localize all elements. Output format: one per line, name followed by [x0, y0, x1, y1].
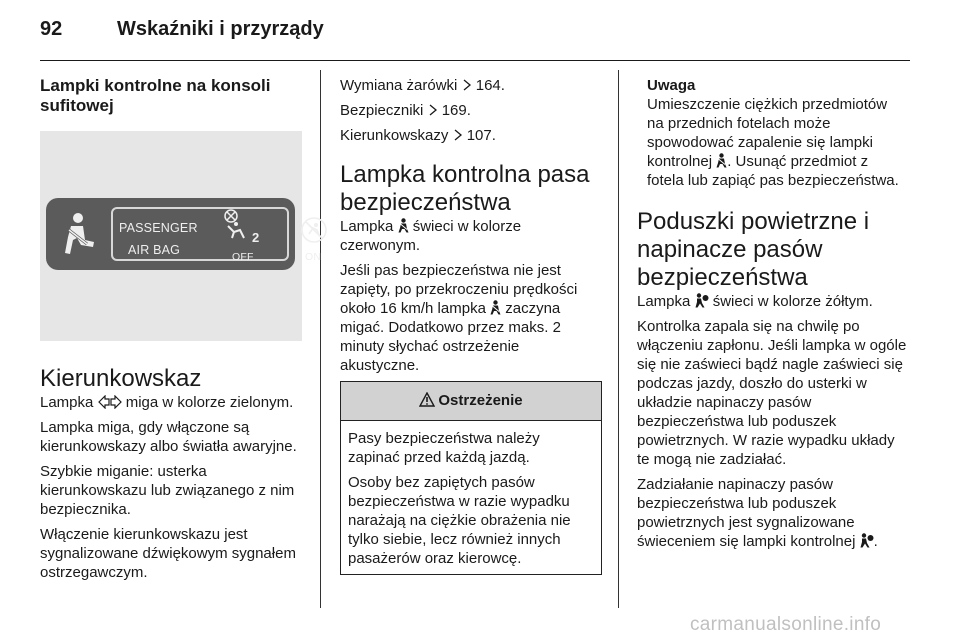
column-2 — [340, 70, 602, 575]
note-title: Uwaga — [647, 77, 696, 94]
warning-body — [341, 421, 601, 574]
passenger-airbag-panel — [46, 198, 322, 270]
turn-signal-paragraph-4: Włączenie kierunkowskazu jest sygnalizowane dźwiękowym sygnałem ostrzegawczym. — [40, 526, 296, 581]
on-label: ON — [305, 251, 322, 263]
section-heading-seatbelt-lamp: Lampka kontrolna pasa bezpieczeństwa — [340, 161, 590, 216]
seatbelt-reminder-icon — [56, 210, 104, 258]
section-heading-airbags: Poduszki powietrzne i napinacze pasów bezpieczeństwa — [637, 208, 870, 291]
turn-signal-arrows-icon — [98, 395, 122, 409]
seatbelt-paragraph-2: Jeśli pas bezpieczeństwa nie jest zapięty, po przekroczeniu prędkości około 16 km/h lampka zaczyna migać. Dodatkowo przez maks. 2 minuty słychać ostrzeżenie akustyczne. — [340, 262, 578, 374]
passenger-label: PASSENGER — [119, 221, 198, 235]
airbag-warning-icon — [860, 533, 874, 548]
airbag-paragraph-1: Lampka świeci w kolorze żółtym. — [637, 293, 873, 310]
airbag-paragraph-2: Kontrolka zapala się na chwilę po włączeniu zapłonu. Jeśli lampka w ogóle się nie zaświeci bądź nagle zaświeci się podczas jazdy, doszło do usterki w układzie napinaczy pasów bezpieczeństwa lub poduszek powietrznych. W razie wypadku układy te mogą nie zadziałać. — [637, 318, 907, 468]
warning-paragraph-2: Osoby bez zapiętych pasów bezpieczeństwa w razie wypadku narażają na ciężkie obrażenia nie tylko siebie, lecz również innych pasażerów oraz kierowcę. — [348, 474, 571, 567]
page-title: Wskaźniki i przyrządy — [117, 18, 324, 40]
page-header — [40, 16, 910, 58]
note-box — [637, 76, 907, 190]
turn-signal-paragraph-2: Lampka miga, gdy włączone są kierunkowskazy albo światła awaryjne. — [40, 419, 297, 455]
seatbelt-icon — [716, 153, 727, 168]
airbag-warning-icon — [695, 293, 709, 308]
page-number: 92 — [40, 18, 63, 40]
page-reference-arrow-icon — [428, 103, 438, 117]
column-divider-2 — [618, 70, 619, 608]
seatbelt-paragraph-1: Lampka świeci w kolorze czerwonym. — [340, 218, 522, 254]
warning-paragraph-1: Pasy bezpieczeństwa należy zapinać przed każdą jazdą. — [348, 430, 540, 466]
warning-title: Ostrzeżenie — [438, 392, 523, 409]
reference-turn-signals: Kierunkowskazy 107. — [340, 127, 496, 144]
airbag-off-icon — [222, 208, 256, 244]
watermark: carmanualsonline.info — [690, 614, 882, 635]
page-reference-arrow-icon — [453, 128, 463, 142]
column-1 — [40, 70, 322, 588]
section-heading-turn-signal: Kierunkowskaz — [40, 365, 202, 392]
overhead-console-figure — [40, 131, 322, 341]
note-text: Umieszczenie ciężkich przedmiotów na przednich fotelach może spowodować zapalenie się lampki kontrolnej . Usunąć przedmiot z fotela lub zapiąć pas bezpieczeństwa. — [647, 96, 899, 189]
seatbelt-icon — [490, 300, 501, 315]
section-heading-overhead-lamps: Lampki kontrolne na konsoli sufitowej — [40, 76, 271, 115]
warning-header — [341, 382, 601, 421]
airbag-paragraph-3: Zadziałanie napinaczy pasów bezpieczeństwa lub poduszek powietrznych jest sygnalizowane świeceniem się lampki kontrolnej . — [637, 476, 878, 550]
off-label: OFF — [232, 251, 254, 263]
column-3 — [637, 70, 907, 557]
warning-triangle-icon — [419, 392, 435, 407]
column-divider-1 — [320, 70, 321, 608]
turn-signal-paragraph-3: Szybkie miganie: usterka kierunkowskazu lub związanego z nim bezpiecznika. — [40, 463, 295, 518]
header-divider — [40, 60, 910, 61]
airbag-digit: 2 — [252, 230, 260, 245]
air-bag-label: AIR BAG — [128, 243, 181, 257]
reference-fuses: Bezpieczniki 169. — [340, 102, 471, 119]
page-reference-arrow-icon — [462, 78, 472, 92]
turn-signal-paragraph-1: Lampka miga w kolorze zielonym. — [40, 394, 294, 411]
airbag-on-icon — [300, 216, 328, 244]
warning-box — [340, 381, 602, 575]
reference-bulb: Wymiana żarówki 164. — [340, 77, 505, 94]
seatbelt-icon — [398, 218, 409, 233]
